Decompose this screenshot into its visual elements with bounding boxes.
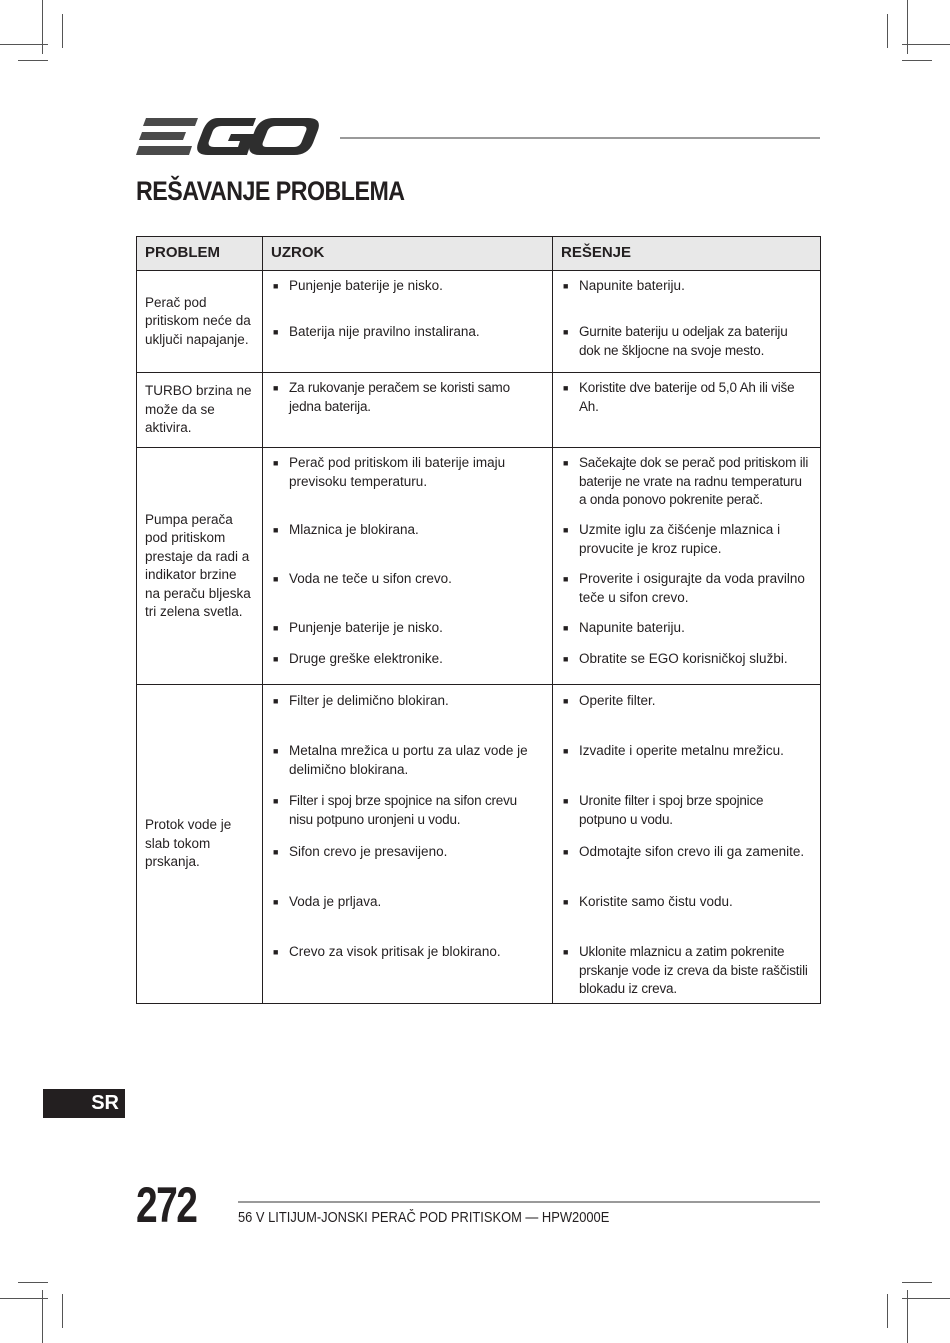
cause-text: Voda je prljava. — [289, 894, 382, 909]
solution-cell — [553, 271, 821, 373]
solution-cell — [553, 373, 821, 448]
crop-mark — [907, 1290, 908, 1343]
table-row — [137, 373, 821, 448]
crop-mark — [902, 1298, 950, 1299]
crop-mark — [62, 14, 63, 48]
table-header-row — [137, 237, 821, 271]
footer-text: 56 V LITIJUM-JONSKI PERAČ POD PRITISKOM — HPW2000E — [238, 1209, 610, 1226]
bullet-icon: ■ — [273, 458, 279, 468]
cause-text: Punjenje baterije je nisko. — [289, 620, 443, 635]
solution-text: Odmotajte sifon crevo ili ga zamenite. — [579, 844, 805, 859]
solution-cell — [553, 448, 821, 685]
bullet-icon: ■ — [563, 525, 569, 535]
solution-text: Proverite i osigurajte da voda pravilno teče u sifon crevo. — [579, 571, 805, 605]
cause-text: Punjenje baterije je nisko. — [289, 278, 443, 293]
bullet-icon: ■ — [273, 574, 279, 584]
solution-text: Izvadite i operite metalnu mrežicu. — [579, 743, 784, 758]
ego-logo — [136, 116, 320, 158]
solution-text: Gurnite bateriju u odeljak za bateriju dok ne škljocne na svoje mesto. — [579, 324, 788, 358]
bullet-icon: ■ — [563, 897, 569, 907]
problem-cell: TURBO brzina ne može da se aktivira. — [137, 373, 263, 448]
bullet-icon: ■ — [563, 796, 569, 806]
cause-cell — [263, 448, 553, 685]
bullet-icon: ■ — [563, 281, 569, 291]
problem-cell: Pumpa perača pod pritiskom prestaje da radi a indikator brzine na peraču bljeska tri zelena svetla. — [137, 448, 263, 685]
bullet-icon: ■ — [563, 696, 569, 706]
language-label: SR — [91, 1092, 119, 1114]
bullet-icon: ■ — [273, 847, 279, 857]
crop-mark — [0, 44, 48, 45]
page-number: 272 — [136, 1177, 197, 1233]
bullet-icon: ■ — [563, 947, 569, 957]
solution-text: Uklonite mlaznicu a zatim pokrenite prskanje vode iz creva da biste raščistili blokadu iz creva. — [579, 944, 808, 996]
solution-text: Napunite bateriju. — [579, 278, 685, 293]
bullet-icon: ■ — [273, 947, 279, 957]
bullet-icon: ■ — [563, 623, 569, 633]
bullet-icon: ■ — [273, 383, 279, 393]
crop-mark — [902, 1282, 932, 1283]
crop-mark — [42, 1290, 43, 1343]
header-solution: REŠENJE — [553, 237, 821, 271]
bullet-icon: ■ — [273, 525, 279, 535]
bullet-icon: ■ — [273, 696, 279, 706]
solution-text: Koristite dve baterije od 5,0 Ah ili više Ah. — [579, 380, 795, 414]
cause-text: Crevo za visok pritisak je blokirano. — [289, 944, 501, 959]
cause-text: Voda ne teče u sifon crevo. — [289, 571, 452, 586]
bullet-icon: ■ — [563, 746, 569, 756]
crop-mark — [0, 1298, 48, 1299]
bullet-icon: ■ — [273, 746, 279, 756]
solution-text: Napunite bateriju. — [579, 620, 685, 635]
solution-text: Sačekajte dok se perač pod pritiskom ili baterije ne vrate na radnu temperaturu a onda ponovo pokrenite perač. — [579, 455, 809, 507]
bullet-icon: ■ — [273, 897, 279, 907]
problem-cell: Protok vode je slab tokom prskanja. — [137, 685, 263, 1004]
cause-cell — [263, 373, 553, 448]
solution-text: Obratite se EGO korisničkoj službi. — [579, 651, 788, 666]
cause-text: Metalna mrežica u portu za ulaz vode je delimično blokirana. — [289, 743, 528, 777]
bullet-icon: ■ — [563, 574, 569, 584]
cause-text: Perač pod pritiskom ili baterije imaju previsoku temperaturu. — [289, 455, 506, 489]
bullet-icon: ■ — [273, 796, 279, 806]
crop-mark — [62, 1294, 63, 1328]
page-title: REŠAVANJE PROBLEMA — [136, 176, 405, 206]
table-row — [137, 271, 821, 373]
bullet-icon: ■ — [273, 327, 279, 337]
crop-mark — [18, 60, 48, 61]
bullet-icon: ■ — [563, 327, 569, 337]
solution-text: Uzmite iglu za čišćenje mlaznica i provucite je kroz rupice. — [579, 522, 781, 556]
cause-text: Filter je delimično blokiran. — [289, 693, 449, 708]
bullet-icon: ■ — [563, 383, 569, 393]
bullet-icon: ■ — [273, 281, 279, 291]
footer-rule — [238, 1201, 820, 1203]
solution-cell — [553, 685, 821, 1004]
crop-mark — [902, 60, 932, 61]
solution-text: Uronite filter i spoj brze spojnice potpuno u vodu. — [579, 793, 764, 827]
bullet-icon: ■ — [563, 847, 569, 857]
bullet-icon: ■ — [273, 623, 279, 633]
solution-text: Operite filter. — [579, 693, 656, 708]
table-row — [137, 685, 821, 1004]
problem-cell: Perač pod pritiskom neće da uključi napajanje. — [137, 271, 263, 373]
cause-text: Baterija nije pravilno instalirana. — [289, 324, 480, 339]
crop-mark — [902, 44, 950, 45]
cause-text: Sifon crevo je presavijeno. — [289, 844, 448, 859]
bullet-icon: ■ — [563, 458, 569, 468]
language-tab — [43, 1089, 125, 1118]
crop-mark — [887, 14, 888, 48]
bullet-icon: ■ — [273, 654, 279, 664]
cause-text: Mlaznica je blokirana. — [289, 522, 419, 537]
cause-text: Druge greške elektronike. — [289, 651, 443, 666]
header-cause: UZROK — [263, 237, 553, 271]
cause-text: Za rukovanje peračem se koristi samo jedna baterija. — [289, 380, 510, 414]
troubleshooting-table — [136, 236, 821, 1004]
table-row — [137, 448, 821, 685]
cause-cell — [263, 685, 553, 1004]
crop-mark — [42, 0, 43, 54]
header-problem: PROBLEM — [137, 237, 263, 271]
solution-text: Koristite samo čistu vodu. — [579, 894, 733, 909]
bullet-icon: ■ — [563, 654, 569, 664]
header-rule — [340, 137, 820, 139]
cause-cell — [263, 271, 553, 373]
cause-text: Filter i spoj brze spojnice na sifon crevu nisu potpuno uronjeni u vodu. — [289, 793, 517, 827]
crop-mark — [18, 1282, 48, 1283]
crop-mark — [907, 0, 908, 54]
crop-mark — [887, 1294, 888, 1328]
